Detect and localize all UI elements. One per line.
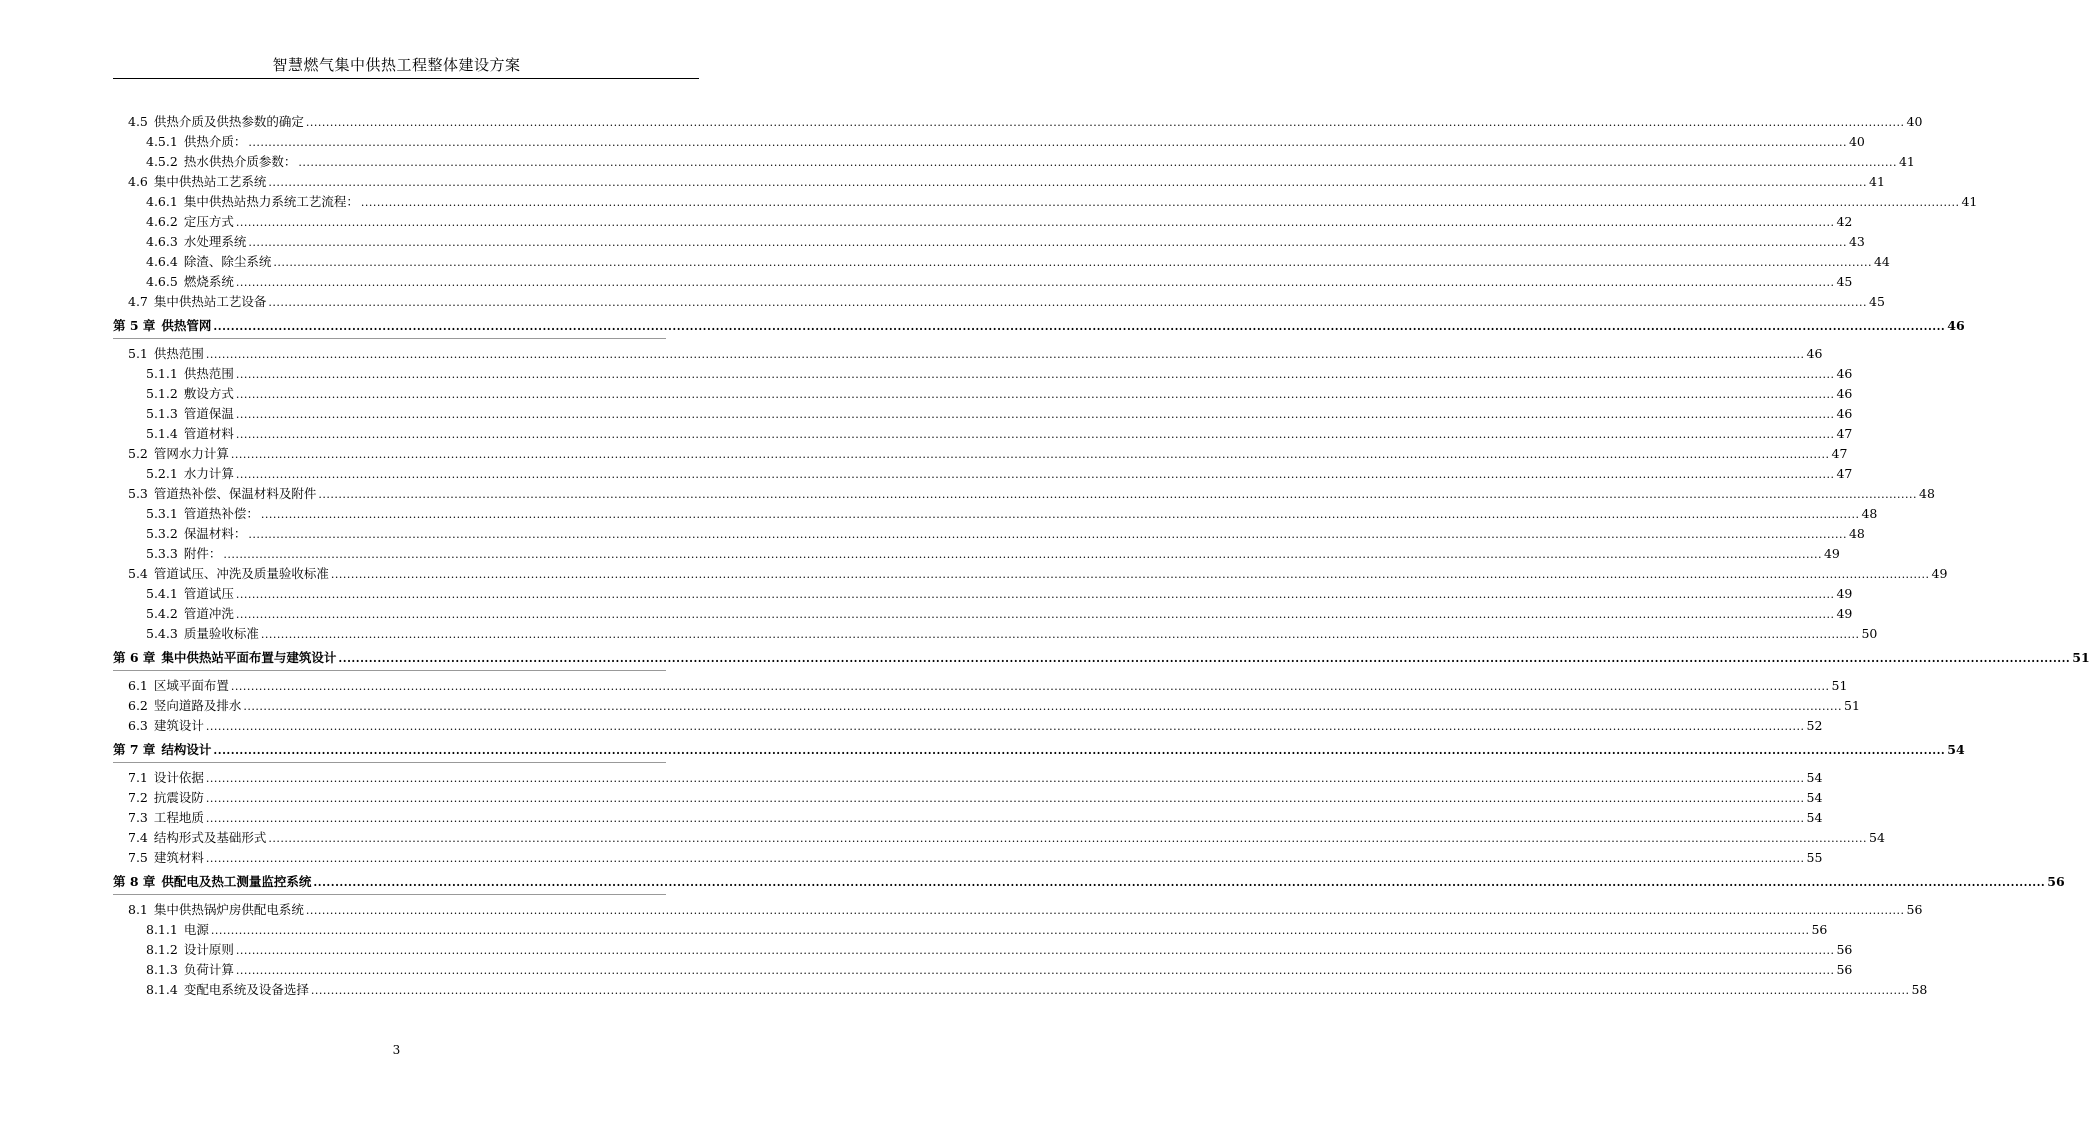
toc-entry-number: 5.1.3 (146, 406, 178, 421)
toc-entry-title: 建筑设计 (153, 718, 204, 733)
toc-entry-page: 56 (1811, 922, 1828, 937)
toc-entry-page: 46 (1836, 366, 1853, 381)
toc-entry-number: 第 8 章 (113, 874, 156, 889)
toc-entry-page: 41 (1961, 194, 1978, 209)
toc-leader-dots: ................................................................................................................................................................................................................................................................................................................................................................................................................ (310, 984, 1910, 997)
toc-entry-page: 54 (1806, 810, 1823, 825)
toc-entry-number: 第 6 章 (113, 650, 156, 665)
toc-entry-number: 4.6.2 (146, 214, 178, 229)
toc-entry-page: 40 (1848, 134, 1865, 149)
toc-entry-title: 竖向道路及排水 (153, 698, 242, 713)
toc-entry[interactable] (128, 788, 1823, 808)
toc-chapter-entry[interactable] (113, 648, 2090, 668)
toc-entry[interactable] (128, 292, 1885, 312)
toc-entry-number: 4.5.1 (146, 134, 178, 149)
toc-entry-title: 供热介质及供热参数的确定 (153, 114, 304, 129)
toc-entry-title: 燃烧系统 (183, 274, 234, 289)
toc-leader-dots: ................................................................................................................................................................................................................................................................................................................................................................................................................ (235, 964, 1835, 977)
toc-entry-page: 45 (1869, 294, 1885, 309)
toc-entry-page: 52 (1806, 718, 1823, 733)
toc-entry-page: 56 (1906, 902, 1923, 917)
toc-entry[interactable] (128, 676, 1848, 696)
toc-entry-number: 4.6.4 (146, 254, 178, 269)
toc-entry-title: 质量验收标准 (183, 626, 259, 641)
toc-entry-number: 8.1.1 (146, 922, 178, 937)
toc-leader-dots: ................................................................................................................................................................................................................................................................................................................................................................................................................ (205, 852, 1805, 865)
toc-entry-number: 5.4 (128, 566, 148, 581)
toc-leader-dots: ................................................................................................................................................................................................................................................................................................................................................................................................................ (235, 944, 1835, 957)
toc-entry[interactable] (128, 848, 1823, 868)
toc-leader-dots: ................................................................................................................................................................................................................................................................................................................................................................................................................ (205, 772, 1805, 785)
toc-entry-title: 管道冲洗 (183, 606, 234, 621)
toc-entry[interactable] (146, 504, 1878, 524)
toc-leader-dots: ................................................................................................................................................................................................................................................................................................................................................................................................................ (260, 508, 1860, 521)
toc-entry-title: 结构形式及基础形式 (153, 830, 267, 845)
chapter-divider (113, 762, 666, 763)
toc-leader-dots: ................................................................................................................................................................................................................................................................................................................................................................................................................ (298, 156, 1897, 169)
toc-entry-page: 49 (1931, 566, 1948, 581)
toc-entry-title: 变配电系统及设备选择 (183, 982, 309, 997)
toc-leader-dots: ................................................................................................................................................................................................................................................................................................................................................................................................................ (210, 924, 1810, 937)
toc-entry[interactable] (128, 696, 1860, 716)
toc-entry-page: 41 (1869, 174, 1885, 189)
toc-entry-number: 6.1 (128, 678, 148, 693)
toc-entry-title: 抗震设防 (153, 790, 204, 805)
toc-entry[interactable] (146, 384, 1853, 404)
toc-entry[interactable] (146, 584, 1853, 604)
toc-entry-title: 敷设方式 (183, 386, 234, 401)
toc-entry-number: 5.3 (128, 486, 148, 501)
toc-entry[interactable] (146, 272, 1853, 292)
toc-entry-title: 设计依据 (153, 770, 204, 785)
toc-entry-page: 48 (1848, 526, 1865, 541)
toc-entry-page: 49 (1836, 606, 1853, 621)
toc-entry-page: 49 (1823, 546, 1840, 561)
toc-entry-number: 5.2.1 (146, 466, 178, 481)
toc-entry-title: 集中供热站工艺系统 (153, 174, 267, 189)
toc-leader-dots: ................................................................................................................................................................................................................................................................................................................................................................................................................ (248, 236, 1847, 249)
toc-entry-title: 管网水力计算 (153, 446, 229, 461)
toc-entry-page: 45 (1836, 274, 1853, 289)
toc-leader-dots: ................................................................................................................................................................................................................................................................................................................................................................................................................ (235, 216, 1835, 229)
toc-entry-title: 定压方式 (183, 214, 234, 229)
toc-entry-number: 4.6.5 (146, 274, 178, 289)
toc-entry-number: 4.6.3 (146, 234, 178, 249)
toc-entry[interactable] (146, 424, 1853, 444)
toc-entry-page: 48 (1919, 486, 1935, 501)
toc-entry-number: 5.3.1 (146, 506, 178, 521)
toc-entry-number: 5.3.3 (146, 546, 178, 561)
toc-leader-dots: ................................................................................................................................................................................................................................................................................................................................................................................................................ (360, 196, 1960, 209)
page-number: 3 (392, 1043, 401, 1057)
toc-entry-number: 第 5 章 (113, 318, 156, 333)
toc-entry-title: 热水供热介质参数： (183, 154, 297, 169)
toc-entry[interactable] (146, 252, 1890, 272)
toc-entry[interactable] (146, 960, 1853, 980)
toc-entry[interactable] (146, 524, 1865, 544)
toc-entry-title: 工程地质 (153, 810, 204, 825)
toc-entry-title: 供热介质： (183, 134, 247, 149)
toc-entry-number: 7.5 (128, 850, 148, 865)
toc-entry-page: 48 (1861, 506, 1878, 521)
toc-entry[interactable] (146, 232, 1865, 252)
toc-entry-title: 集中供热站热力系统工艺流程： (183, 194, 359, 209)
toc-entry-number: 7.4 (128, 830, 148, 845)
toc-entry-page: 54 (1947, 742, 1965, 757)
toc-entry[interactable] (146, 132, 1865, 152)
toc-entry-page: 46 (1806, 346, 1823, 361)
toc-entry-page: 54 (1806, 770, 1823, 785)
toc-leader-dots: ................................................................................................................................................................................................................................................................................................................................................................................................................ (230, 680, 1830, 693)
toc-leader-dots: ................................................................................................................................................................................................................................................................................................................................................................................................................ (268, 176, 1868, 189)
toc-entry-page: 56 (2047, 874, 2065, 889)
toc-entry-title: 结构设计 (161, 742, 212, 757)
toc-leader-dots: ................................................................................................................................................................................................................................................................................................................................................................................................................ (205, 720, 1805, 733)
toc-entry-number: 8.1.2 (146, 942, 178, 957)
toc-entry[interactable] (128, 564, 1948, 584)
chapter-divider (113, 894, 666, 895)
toc-entry[interactable] (146, 544, 1840, 564)
toc-entry-title: 管道热补偿、保温材料及附件 (153, 486, 317, 501)
toc-leader-dots: ................................................................................................................................................................................................................................................................................................................................................................................................................ (248, 528, 1847, 541)
toc-entry-number: 5.2 (128, 446, 148, 461)
toc-entry-title: 建筑材料 (153, 850, 204, 865)
toc-chapter-entry[interactable] (113, 316, 1965, 336)
toc-leader-dots: ................................................................................................................................................................................................................................................................................................................................................................................................................ (235, 608, 1835, 621)
toc-entry[interactable] (128, 112, 1923, 132)
toc-leader-dots: ................................................................................................................................................................................................................................................................................................................................................................................................................ (235, 408, 1835, 421)
toc-leader-dots: ................................................................................................................................................................................................................................................................................................................................................................................................................ (260, 628, 1860, 641)
toc-entry[interactable] (128, 344, 1823, 364)
toc-leader-dots: ................................................................................................................................................................................................................................................................................................................................................................................................................ (235, 388, 1835, 401)
toc-leader-dots: ................................................................................................................................................................................................................................................................................................................................................................................................................ (248, 136, 1847, 149)
toc-leader-dots: ................................................................................................................................................................................................................................................................................................................................................................................................................ (235, 468, 1835, 481)
toc-entry-number: 4.6 (128, 174, 148, 189)
toc-entry-page: 56 (1836, 942, 1853, 957)
toc-entry-title: 电源 (183, 922, 209, 937)
toc-entry-number: 4.5 (128, 114, 148, 129)
toc-leader-dots: ................................................................................................................................................................................................................................................................................................................................................................................................................ (235, 276, 1835, 289)
toc-entry-title: 区域平面布置 (153, 678, 229, 693)
toc-entry-page: 55 (1806, 850, 1823, 865)
toc-entry[interactable] (146, 152, 1915, 172)
toc-leader-dots: ................................................................................................................................................................................................................................................................................................................................................................................................................ (268, 832, 1868, 845)
toc-entry-number: 4.5.2 (146, 154, 178, 169)
toc-entry-page: 46 (1836, 406, 1853, 421)
toc-entry[interactable] (128, 828, 1885, 848)
toc-entry-page: 41 (1898, 154, 1915, 169)
toc-entry-page: 51 (1831, 678, 1848, 693)
toc-entry-title: 除渣、除尘系统 (183, 254, 272, 269)
toc-entry-page: 43 (1848, 234, 1865, 249)
toc-entry[interactable] (128, 172, 1885, 192)
toc-entry[interactable] (146, 980, 1928, 1000)
toc-leader-dots: ................................................................................................................................................................................................................................................................................................................................................................................................................ (338, 652, 2071, 665)
toc-leader-dots: ................................................................................................................................................................................................................................................................................................................................................................................................................ (205, 348, 1805, 361)
toc-entry[interactable] (128, 484, 1935, 504)
toc-entry-page: 46 (1947, 318, 1965, 333)
toc-leader-dots: ................................................................................................................................................................................................................................................................................................................................................................................................................ (213, 320, 1946, 333)
toc-entry[interactable] (128, 900, 1923, 920)
toc-entry-title: 集中供热锅炉房供配电系统 (153, 902, 304, 917)
toc-leader-dots: ................................................................................................................................................................................................................................................................................................................................................................................................................ (330, 568, 1930, 581)
toc-entry-title: 附件： (183, 546, 222, 561)
toc-entry-page: 51 (2072, 650, 2090, 665)
toc-entry-page: 50 (1861, 626, 1878, 641)
toc-entry-title: 集中供热站平面布置与建筑设计 (161, 650, 337, 665)
toc-entry-number: 6.3 (128, 718, 148, 733)
toc-leader-dots: ................................................................................................................................................................................................................................................................................................................................................................................................................ (313, 876, 2046, 889)
toc-entry-number: 6.2 (128, 698, 148, 713)
toc-entry-title: 集中供热站工艺设备 (153, 294, 267, 309)
toc-entry-number: 4.7 (128, 294, 148, 309)
toc-entry-title: 供热管网 (161, 318, 212, 333)
toc-entry[interactable] (146, 624, 1878, 644)
toc-entry-number: 7.1 (128, 770, 148, 785)
toc-entry-page: 46 (1836, 386, 1853, 401)
toc-entry-title: 供热范围 (153, 346, 204, 361)
toc-entry[interactable] (128, 808, 1823, 828)
toc-leader-dots: ................................................................................................................................................................................................................................................................................................................................................................................................................ (305, 904, 1905, 917)
toc-entry[interactable] (146, 940, 1853, 960)
toc-entry-number: 5.1 (128, 346, 148, 361)
toc-entry-page: 56 (1836, 962, 1853, 977)
toc-entry-number: 5.4.3 (146, 626, 178, 641)
toc-entry-page: 47 (1836, 426, 1853, 441)
toc-entry-title: 管道试压 (183, 586, 234, 601)
page-header-title: 智慧燃气集中供热工程整体建设方案 (272, 56, 521, 74)
toc-leader-dots: ................................................................................................................................................................................................................................................................................................................................................................................................................ (223, 548, 1822, 561)
toc-leader-dots: ................................................................................................................................................................................................................................................................................................................................................................................................................ (205, 812, 1805, 825)
toc-leader-dots: ................................................................................................................................................................................................................................................................................................................................................................................................................ (235, 368, 1835, 381)
toc-entry-title: 管道材料 (183, 426, 234, 441)
toc-leader-dots: ................................................................................................................................................................................................................................................................................................................................................................................................................ (243, 700, 1843, 713)
toc-entry-title: 水力计算 (183, 466, 234, 481)
toc-entry[interactable] (128, 444, 1848, 464)
toc-chapter-entry[interactable] (113, 872, 2065, 892)
toc-entry[interactable] (146, 464, 1853, 484)
toc-leader-dots: ................................................................................................................................................................................................................................................................................................................................................................................................................ (235, 588, 1835, 601)
toc-entry-number: 8.1 (128, 902, 148, 917)
toc-entry-title: 保温材料： (183, 526, 247, 541)
header-divider (113, 78, 699, 79)
toc-entry[interactable] (128, 768, 1823, 788)
toc-entry[interactable] (146, 212, 1853, 232)
toc-entry-page: 54 (1869, 830, 1885, 845)
toc-entry-number: 5.3.2 (146, 526, 178, 541)
toc-leader-dots: ................................................................................................................................................................................................................................................................................................................................................................................................................ (318, 488, 1918, 501)
toc-entry-number: 5.1.1 (146, 366, 178, 381)
toc-entry-number: 5.4.2 (146, 606, 178, 621)
toc-leader-dots: ................................................................................................................................................................................................................................................................................................................................................................................................................ (205, 792, 1805, 805)
toc-entry-page: 47 (1831, 446, 1848, 461)
toc-leader-dots: ................................................................................................................................................................................................................................................................................................................................................................................................................ (230, 448, 1830, 461)
toc-entry-page: 40 (1906, 114, 1923, 129)
toc-entry-number: 5.4.1 (146, 586, 178, 601)
toc-entry[interactable] (146, 920, 1828, 940)
toc-leader-dots: ................................................................................................................................................................................................................................................................................................................................................................................................................ (213, 744, 1946, 757)
toc-entry[interactable] (128, 716, 1823, 736)
toc-entry-number: 7.3 (128, 810, 148, 825)
toc-entry-number: 5.1.4 (146, 426, 178, 441)
toc-entry-number: 7.2 (128, 790, 148, 805)
toc-entry[interactable] (146, 364, 1853, 384)
toc-entry-page: 42 (1836, 214, 1853, 229)
toc-entry-page: 44 (1873, 254, 1890, 269)
chapter-divider (113, 670, 666, 671)
toc-entry-title: 供热范围 (183, 366, 234, 381)
toc-entry-number: 8.1.3 (146, 962, 178, 977)
toc-entry-title: 设计原则 (183, 942, 234, 957)
toc-entry-number: 4.6.1 (146, 194, 178, 209)
toc-leader-dots: ................................................................................................................................................................................................................................................................................................................................................................................................................ (273, 256, 1872, 269)
toc-entry-title: 管道试压、冲洗及质量验收标准 (153, 566, 329, 581)
toc-entry-page: 47 (1836, 466, 1853, 481)
toc-entry-page: 49 (1836, 586, 1853, 601)
toc-entry-page: 58 (1911, 982, 1928, 997)
toc-entry-number: 5.1.2 (146, 386, 178, 401)
toc-entry-title: 管道保温 (183, 406, 234, 421)
toc-leader-dots: ................................................................................................................................................................................................................................................................................................................................................................................................................ (235, 428, 1835, 441)
toc-entry-title: 管道热补偿： (183, 506, 259, 521)
toc-chapter-entry[interactable] (113, 740, 1965, 760)
toc-entry-page: 54 (1806, 790, 1823, 805)
toc-entry-title: 水处理系统 (183, 234, 247, 249)
toc-entry[interactable] (146, 192, 1978, 212)
toc-leader-dots: ................................................................................................................................................................................................................................................................................................................................................................................................................ (305, 116, 1905, 129)
toc-entry-title: 供配电及热工测量监控系统 (161, 874, 312, 889)
toc-leader-dots: ................................................................................................................................................................................................................................................................................................................................................................................................................ (268, 296, 1868, 309)
toc-entry[interactable] (146, 604, 1853, 624)
toc-entry-number: 第 7 章 (113, 742, 156, 757)
toc-entry-page: 51 (1844, 698, 1860, 713)
chapter-divider (113, 338, 666, 339)
toc-entry-title: 负荷计算 (183, 962, 234, 977)
toc-entry-number: 8.1.4 (146, 982, 178, 997)
toc-entry[interactable] (146, 404, 1853, 424)
